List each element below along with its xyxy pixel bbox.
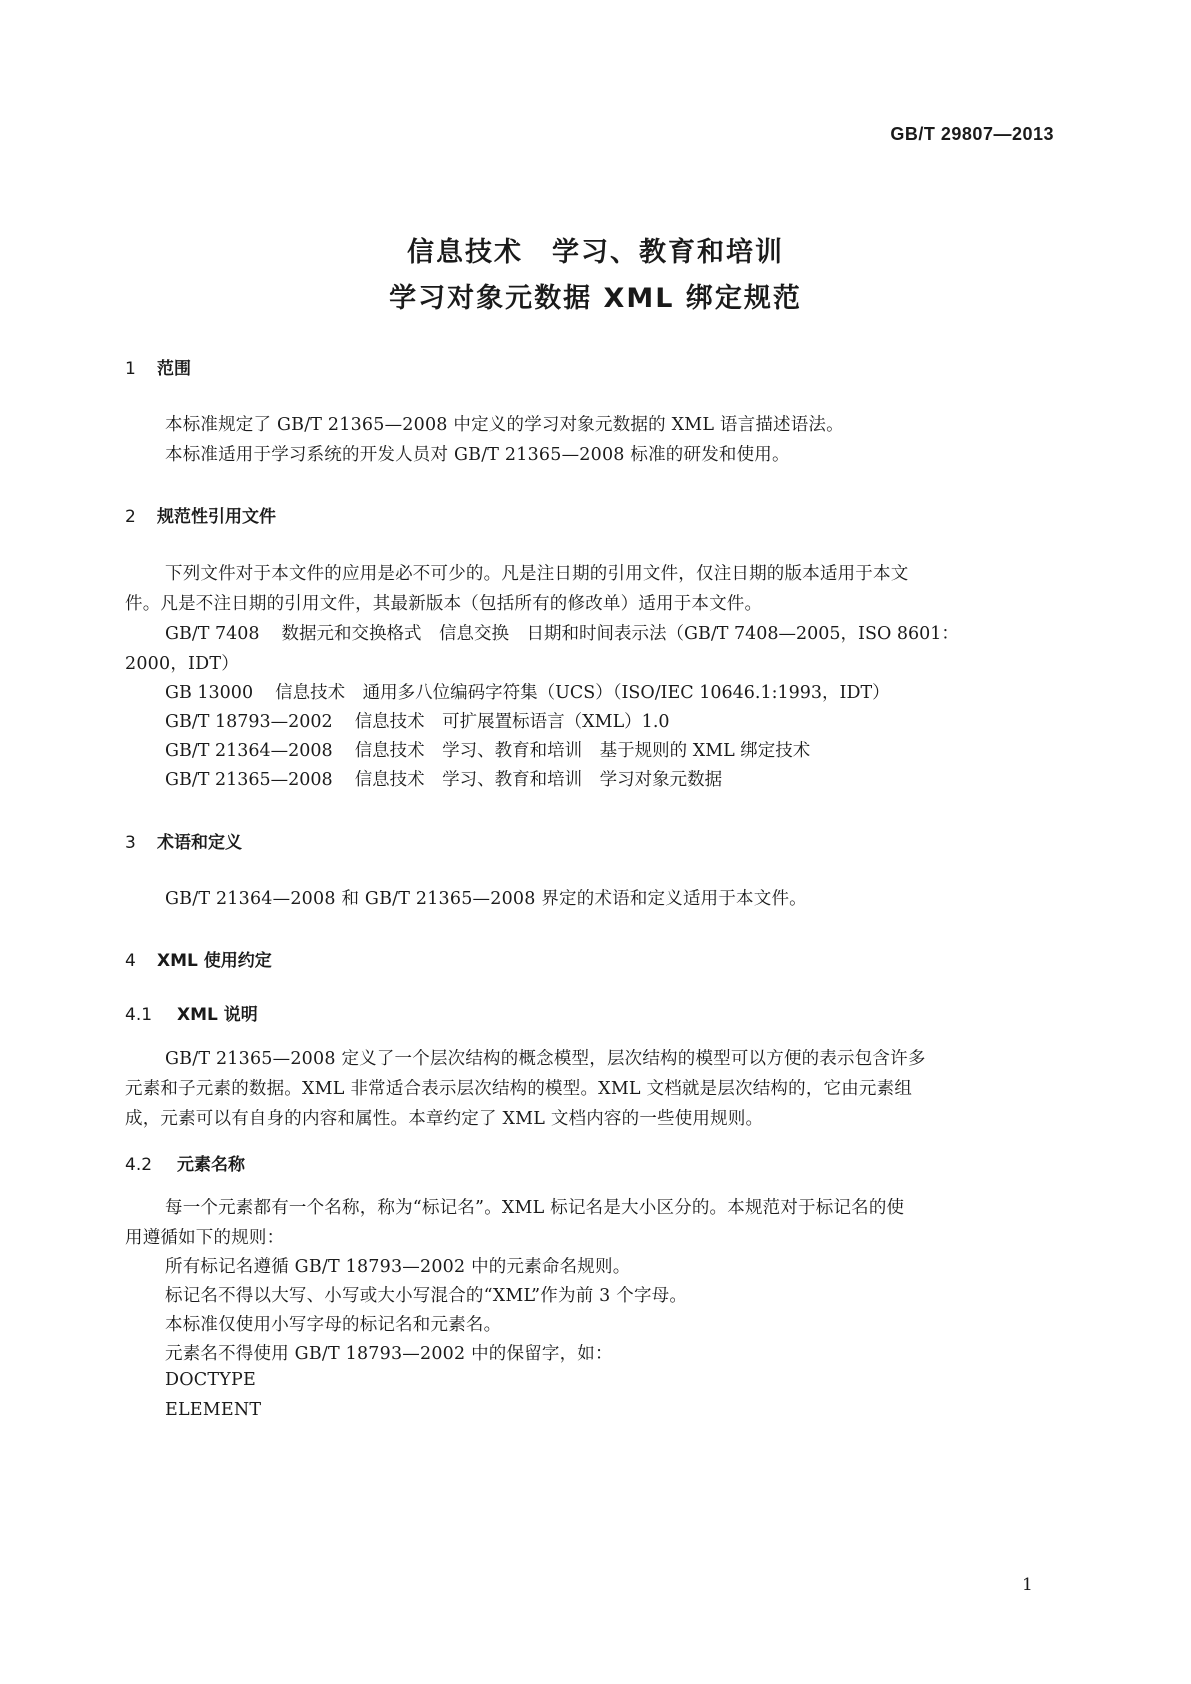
reference-code: GB 13000: [165, 683, 254, 703]
subsection-number: 4.2: [125, 1155, 153, 1175]
paragraph: 本标准规定了 GB/T 21365—2008 中定义的学习对象元数据的 XML 语言描述语法。: [165, 415, 844, 435]
subsection-4-2-heading: [125, 1150, 245, 1175]
section-number: 1: [125, 359, 136, 379]
reference-item: [165, 620, 981, 645]
reference-code: GB/T 18793—2002: [165, 712, 333, 732]
subsection-title: XML 说明: [177, 1005, 258, 1025]
section-title: 术语和定义: [157, 833, 242, 853]
paragraph: 用遵循如下的规则：: [125, 1228, 285, 1248]
reference-code: GB/T 7408: [165, 624, 260, 644]
reference-continuation: 2000，IDT）: [125, 654, 239, 674]
reference-code: GB/T 21365—2008: [165, 770, 333, 790]
reference-item: [165, 766, 744, 791]
reference-title: 信息技术 学习、教育和培训 基于规则的 XML 绑定技术: [354, 741, 811, 761]
reserved-word: ELEMENT: [165, 1400, 262, 1420]
section-3-heading: [125, 828, 242, 853]
reference-item: [165, 737, 832, 762]
section-title: XML 使用约定: [157, 951, 272, 971]
paragraph: GB/T 21365—2008 定义了一个层次结构的概念模型，层次结构的模型可以方便的表示包含许多: [165, 1049, 926, 1069]
reference-title: 信息技术 通用多八位编码字符集（UCS）（ISO/IEC 10646.1:1993，IDT）: [275, 683, 890, 703]
subsection-title: 元素名称: [177, 1155, 245, 1175]
subsection-4-1-heading: [125, 1000, 258, 1025]
section-title: 范围: [157, 359, 191, 379]
document-title-line1: 信息技术 学习、教育和培训: [407, 237, 784, 268]
rule-item: 元素名不得使用 GB/T 18793—2002 中的保留字，如：: [165, 1344, 613, 1364]
paragraph: 本标准适用于学习系统的开发人员对 GB/T 21365—2008 标准的研发和使用。: [165, 445, 790, 465]
rule-item: 本标准仅使用小写字母的标记名和元素名。: [165, 1315, 502, 1335]
reserved-word: DOCTYPE: [165, 1370, 256, 1390]
section-1-heading: [125, 354, 191, 379]
section-number: 4: [125, 951, 136, 971]
standard-code: GB/T 29807—2013: [890, 124, 1054, 144]
section-number: 3: [125, 833, 136, 853]
paragraph: 元素和子元素的数据。XML 非常适合表示层次结构的模型。XML 文档就是层次结构的，它由元素组: [125, 1079, 913, 1099]
section-title: 规范性引用文件: [157, 507, 276, 527]
paragraph: GB/T 21364—2008 和 GB/T 21365—2008 界定的术语和定义适用于本文件。: [165, 889, 807, 909]
rule-item: 标记名不得以大写、小写或大小写混合的“XML”作为前 3 个字母。: [165, 1286, 688, 1306]
paragraph: 成，元素可以有自身的内容和属性。本章约定了 XML 文档内容的一些使用规则。: [125, 1109, 764, 1129]
reference-title: 数据元和交换格式 信息交换 日期和时间表示法（GB/T 7408—2005，ISO 8601：: [281, 624, 959, 644]
page-number: 1: [1022, 1575, 1033, 1595]
reference-item: [165, 708, 692, 733]
paragraph: 下列文件对于本文件的应用是必不可少的。凡是注日期的引用文件，仅注日期的版本适用于本文: [165, 564, 909, 584]
document-title-line2: 学习对象元数据 XML 绑定规范: [389, 283, 802, 314]
reference-code: GB/T 21364—2008: [165, 741, 333, 761]
subsection-number: 4.1: [125, 1005, 153, 1025]
paragraph: 每一个元素都有一个名称，称为“标记名”。XML 标记名是大小区分的。本规范对于标记名的使: [165, 1198, 905, 1218]
reference-title: 信息技术 学习、教育和培训 学习对象元数据: [354, 770, 723, 790]
section-4-heading: [125, 946, 272, 971]
paragraph: 件。凡是不注日期的引用文件，其最新版本（包括所有的修改单）适用于本文件。: [125, 594, 763, 614]
reference-title: 信息技术 可扩展置标语言（XML）1.0: [354, 712, 670, 732]
rule-item: 所有标记名遵循 GB/T 18793—2002 中的元素命名规则。: [165, 1257, 631, 1277]
section-2-heading: [125, 502, 276, 527]
reference-item: [165, 679, 912, 704]
section-number: 2: [125, 507, 136, 527]
